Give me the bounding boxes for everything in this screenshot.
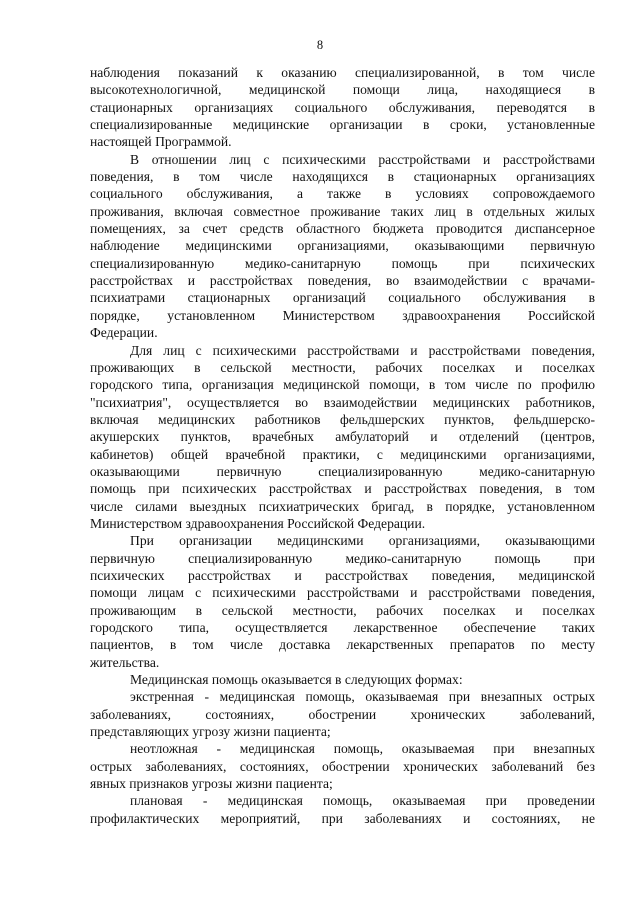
text-line: Министерством здравоохранения Российской Федерации. — [90, 515, 426, 531]
text-line: помощь при психических расстройствах и расстройствах поведения, в том — [90, 481, 595, 497]
text-line: настоящей Программой. — [90, 134, 232, 150]
text-line: расстройствах и расстройствах поведения, во взаимодействии с врачами- — [90, 273, 595, 289]
page-number: 8 — [316, 38, 324, 52]
text-line: заболеваниях, состояниях, обострении хронических заболеваний, — [90, 706, 595, 722]
text-line: помещениях, за счет средств областного бюджета проводится диспансерное — [90, 221, 595, 237]
text-line: социального обслуживания, а также в условиях сопровождаемого — [90, 186, 595, 202]
text-line: кабинетов) общей врачебной практики, с медицинскими организациями, — [90, 446, 595, 462]
paragraph — [90, 688, 595, 740]
text-line: акушерских пунктов, врачебных амбулаторий и отделений (центров, — [90, 429, 595, 445]
text-line: проживающим в сельской местности, рабочих поселках и поселках — [90, 602, 595, 618]
paragraph — [90, 671, 595, 688]
text-line: оказывающими первичную специализированную медико-санитарную — [90, 463, 595, 479]
text-line: наблюдение медицинскими организациями, оказывающими первичную — [90, 238, 595, 254]
text-line: острых заболеваниях, состояниях, обострении хронических заболеваний без — [90, 758, 595, 774]
text-line: жительства. — [90, 654, 160, 670]
text-line: В отношении лиц с психическими расстройствами и расстройствами — [130, 151, 595, 167]
paragraph — [90, 792, 595, 827]
text-line: высокотехнологичной, медицинской помощи лица, находящиеся в — [90, 82, 595, 98]
text-line: психиатрами стационарных организаций социального обслуживания в — [90, 290, 595, 306]
text-line: пациентов, в том числе доставка лекарственных препаратов по месту — [90, 637, 595, 653]
text-line: специализированную медико-санитарную помощь при психических — [90, 255, 595, 271]
paragraph — [90, 740, 595, 792]
text-line: наблюдения показаний к оказанию специализированной, в том числе — [90, 65, 595, 80]
text-line: поведения, в том числе находящихся в стационарных организациях — [90, 169, 595, 185]
paragraph — [90, 151, 595, 342]
text-line: первичную специализированную медико-санитарную помощь при — [90, 550, 595, 566]
text-line: специализированные медицинские организации в сроки, установленные — [90, 117, 595, 133]
text-line: включая медицинских работников фельдшерских пунктов, фельдшерско- — [90, 411, 595, 427]
text-line: явных признаков угрозы жизни пациента; — [90, 776, 333, 792]
text-line: стационарных организациях социального обслуживания, переводятся в — [90, 99, 595, 115]
text-line: проживающих в сельской местности, рабочих поселках и поселках — [90, 359, 595, 375]
paragraph — [90, 64, 595, 151]
text-line: Федерации. — [90, 325, 158, 341]
text-line: числе силами выездных психиатрических бригад, в порядке, установленном — [90, 498, 595, 514]
text-line: экстренная - медицинская помощь, оказываемая при внезапных острых — [130, 689, 595, 705]
text-line: плановая - медицинская помощь, оказываемая при проведении — [130, 793, 595, 809]
text-line: проживания, включая совместное проживание таких лиц в отдельных жилых — [90, 203, 595, 219]
text-line: городского типа, организация медицинской помощи, в том числе по профилю — [90, 377, 595, 393]
paragraph — [90, 342, 595, 533]
text-line: городского типа, осуществляется лекарственное обеспечение таких — [90, 620, 595, 635]
text-line: представляющих угрозу жизни пациента; — [90, 724, 331, 740]
text-line: Медицинская помощь оказывается в следующих формах: — [130, 672, 463, 688]
text-line: Для лиц с психическими расстройствами и расстройствами поведения, — [130, 342, 595, 358]
text-line: порядке, установленном Министерством здравоохранения Российской — [90, 307, 595, 323]
text-line: неотложная - медицинская помощь, оказываемая при внезапных — [130, 741, 595, 757]
paragraph — [90, 532, 595, 671]
text-line: профилактических мероприятий, при заболеваниях и состояниях, не — [90, 810, 595, 826]
text-line: психических расстройствах и расстройствах поведения, медицинской — [90, 567, 595, 583]
text-line: При организации медицинскими организациями, оказывающими — [130, 533, 595, 549]
document-body — [90, 64, 595, 827]
text-line: "психиатрия", осуществляется во взаимодействии медицинских работников, — [90, 394, 595, 410]
text-line: помощи лицам с психическими расстройствами и расстройствами поведения, — [90, 585, 595, 601]
